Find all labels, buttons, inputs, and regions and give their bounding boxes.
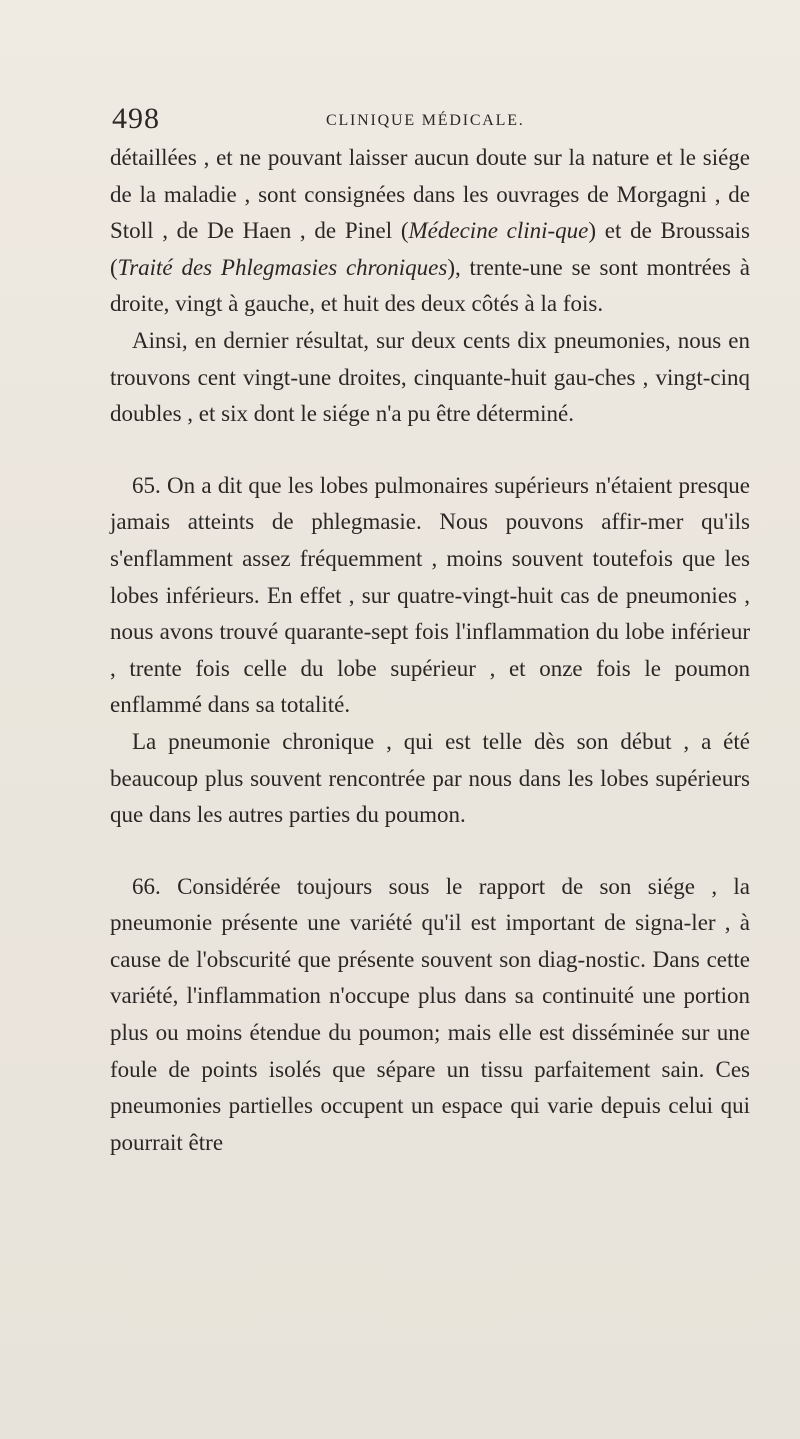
paragraph-4 bbox=[110, 724, 750, 834]
paragraph-1-part-3: ), trente-une se sont montrées à droite, vingt à gauche, et huit des deux côtés à la fois. bbox=[110, 254, 751, 317]
paragraph-1 bbox=[110, 140, 750, 323]
paragraph-1-italic-title-2: Traité des Phlegmasies chroniques bbox=[117, 254, 448, 280]
paragraph-5-text: 66. Considérée toujours sous le rapport de son siége , la pneumonie présente une variété qu'il est important de signa-ler , à cause de l'obscurité que présente souvent son diag-nostic. Dans cette variété, l'inflammation n'occupe plus dans sa continuité une portion plus ou moins étendue du poumon; mais elle est disséminée sur une foule de points isolés que sépare un tissu parfaitement sain. Ces pneumonies partielles occupent un espace qui varie depuis celui qui pourrait être bbox=[110, 873, 750, 1155]
paragraph-4-text: La pneumonie chronique , qui est telle dès son début , a été beaucoup plus souvent rencontrée par nous dans les lobes supérieurs que dans les autres parties du poumon. bbox=[110, 728, 750, 828]
paragraph-1-part-2: ) et de Broussais ( bbox=[110, 218, 750, 280]
page-number: 498 bbox=[112, 102, 160, 135]
running-head: CLINIQUE MÉDICALE. bbox=[326, 112, 525, 129]
paragraph-1-italic-title-1: Médecine clini-que bbox=[408, 218, 589, 244]
text-body bbox=[110, 140, 750, 1161]
paragraph-1-part-1: détaillées , et ne pouvant laisser aucun doute sur la nature et le siége de la maladie , sont consignées dans les ouvrages de Morgagni , de Stoll , de De Haen , de Pinel ( bbox=[110, 145, 750, 244]
paragraph-2 bbox=[110, 323, 750, 433]
page-header bbox=[112, 102, 752, 142]
paragraph-3 bbox=[110, 468, 750, 724]
paragraph-2-text: Ainsi, en dernier résultat, sur deux cents dix pneumonies, nous en trouvons cent vingt-une droites, cinquante-huit gau-ches , vingt-cinq doubles , et six dont le siége n'a pu être déterminé. bbox=[110, 327, 750, 427]
paragraph-3-text: 65. On a dit que les lobes pulmonaires supérieurs n'étaient presque jamais atteints de phlegmasie. Nous pouvons affir-mer qu'ils s'enflamment assez fréquemment , moins souvent toutefois que les lobes inférieurs. En effet , sur quatre-vingt-huit cas de pneumonies , nous avons trouvé quarante-sept fois l'inflammation du lobe inférieur , trente fois celle du lobe supérieur , et onze fois le poumon enflammé dans sa totalité. bbox=[110, 472, 750, 718]
paragraph-5 bbox=[110, 869, 750, 1162]
